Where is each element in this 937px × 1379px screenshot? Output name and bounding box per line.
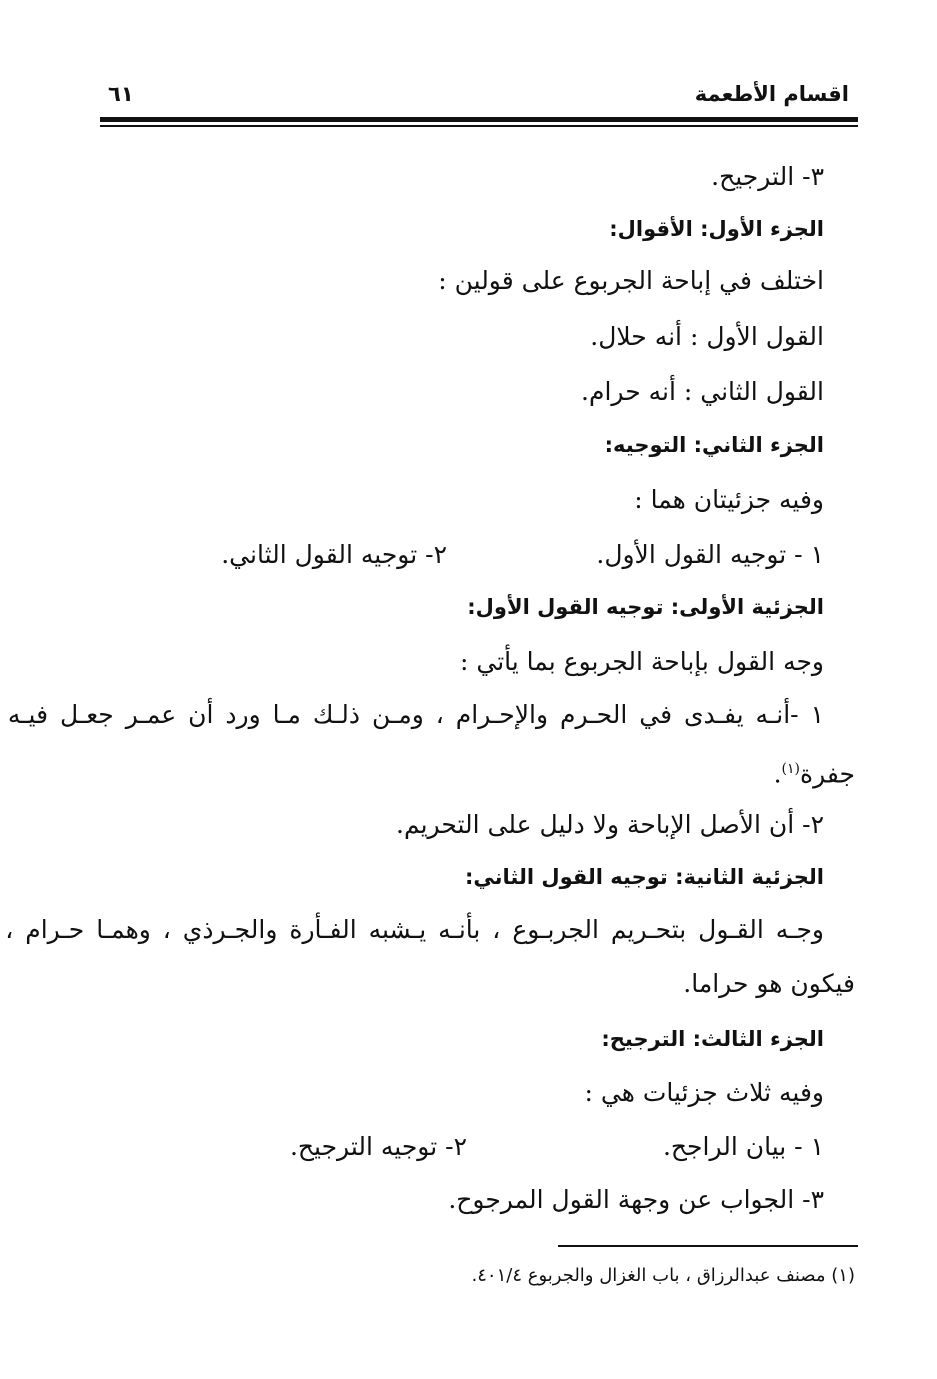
header-rule-thick [100, 117, 858, 122]
text-line: ٢- أن الأصل الإباحة ولا دليل على التحريم. [396, 810, 824, 839]
footnote-separator [100, 1245, 858, 1247]
text-line: ٣- الترجيح. [711, 162, 824, 191]
section-heading: الجزئية الثانية: توجيه القول الثاني: [465, 865, 824, 889]
text-line: القول الأول : أنه حلال. [590, 322, 824, 351]
text-line: وجـه القـول بتحـريم الجربـوع ، بأنـه يـشبه الفـأرة والجـرذي ، وهمـا حـرام ، [5, 915, 824, 944]
running-header-title: اقسام الأطعمة [694, 82, 849, 106]
list-item: ١ - بيان الراجح. [662, 1132, 824, 1161]
footnote: (١) مصنف عبدالرزاق ، باب الغزال والجربوع ٤٠١/٤. [471, 1265, 855, 1286]
text-line [774, 752, 855, 791]
list-item: ٢- توجيه الترجيح. [289, 1132, 467, 1161]
footnote-marker: (١) [781, 761, 800, 777]
section-heading: الجزء الأول: الأقوال: [609, 217, 824, 241]
header-rule-thin [100, 125, 858, 127]
list-item: ١ - توجيه القول الأول. [596, 540, 824, 569]
page-number: ٦١ [108, 82, 134, 106]
text-line: فيكون هو حراما. [683, 969, 855, 998]
text-line: وفيه جزئيتان هما : [634, 485, 824, 514]
text-line: اختلف في إباحة الجربوع على قولين : [438, 266, 824, 295]
list-item: ٣- الجواب عن وجهة القول المرجوح. [448, 1185, 824, 1214]
text-line: وجه القول بإباحة الجربوع بما يأتي : [459, 647, 824, 676]
section-heading: الجزء الثالث: الترجيح: [601, 1027, 824, 1051]
text-line: القول الثاني : أنه حرام. [581, 377, 824, 406]
list-item: ٢- توجيه القول الثاني. [221, 540, 447, 569]
text-fragment: . [773, 759, 782, 789]
text-line: وفيه ثلاث جزئيات هي : [584, 1078, 824, 1107]
section-heading: الجزئية الأولى: توجيه القول الأول: [467, 595, 824, 619]
section-heading: الجزء الثاني: التوجيه: [604, 433, 824, 457]
text-fragment: جفرة [800, 759, 855, 789]
text-line: ١ -أنـه يفـدى في الحـرم والإحـرام ، ومـن ذلـك مـا ورد أن عمـر جعـل فيـه [7, 700, 824, 729]
